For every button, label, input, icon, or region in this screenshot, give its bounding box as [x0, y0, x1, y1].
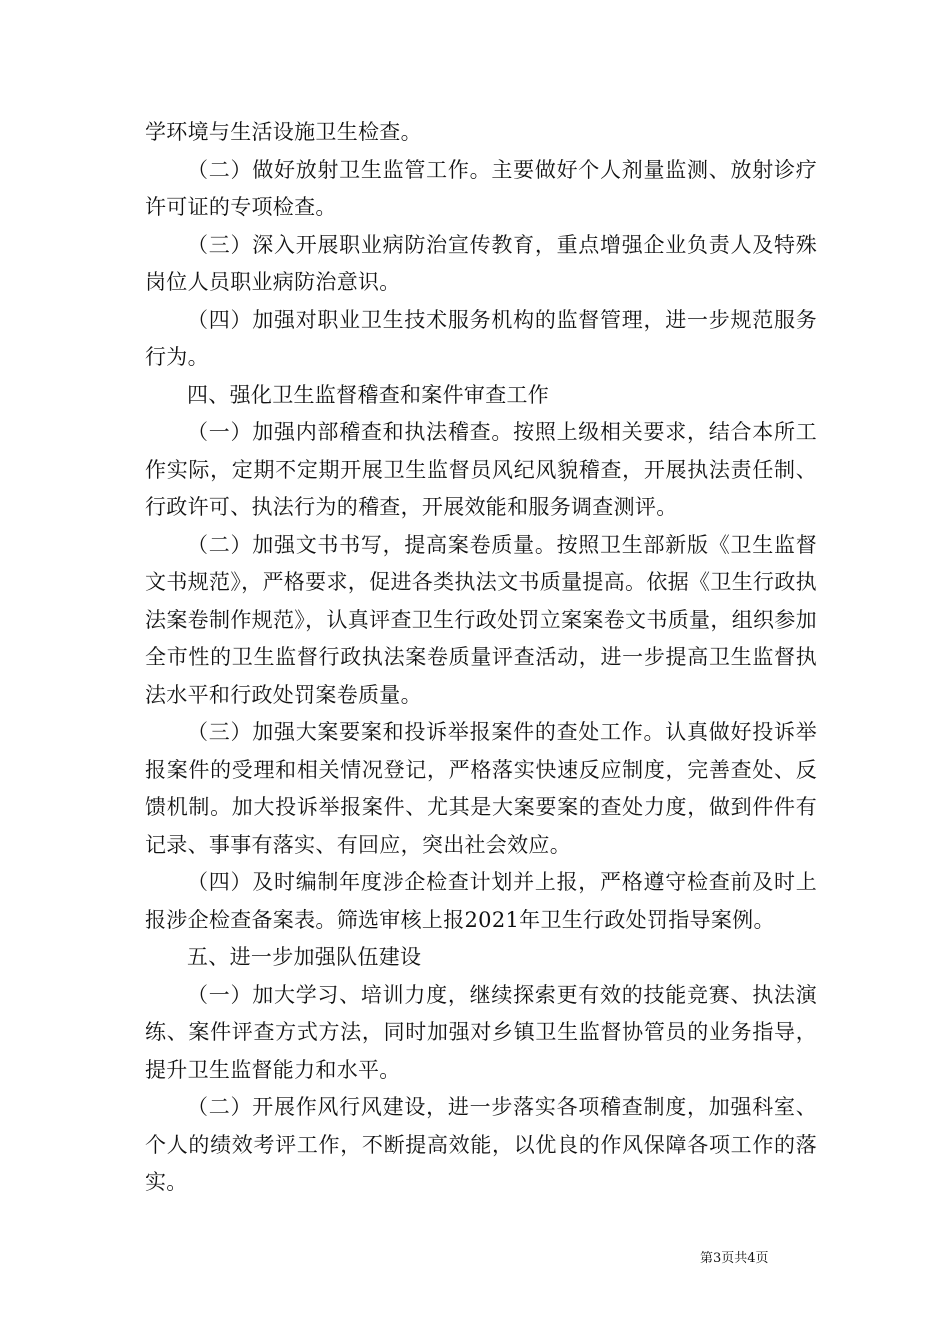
paragraph-major-cases: （三）加强大案要案和投诉举报案件的查处工作。认真做好投诉举报案件的受理和相关情况登记，严格落实快速反应制度，完善查处、反馈机制。加大投诉举报案件、尤其是大案要案的查处力度，做到件件有记录、事事有落实、有回应，突出社会效应。: [145, 720, 817, 857]
paragraph-inspection-plan: （四）及时编制年度涉企检查计划并上报，严格遵守检查前及时上报涉企检查备案表。筛选审核上报2021年卫生行政处罚指导案例。: [145, 870, 817, 932]
section-heading-five: 五、进一步加强队伍建设: [187, 945, 422, 969]
paragraph-training: （一）加大学习、培训力度，继续探索更有效的技能竞赛、执法演练、案件评查方式方法，同时加强对乡镇卫生监督协管员的业务指导，提升卫生监督能力和水平。: [145, 982, 817, 1082]
section-heading-four: 四、强化卫生监督稽查和案件审查工作: [187, 382, 550, 407]
document-body: [145, 114, 817, 1202]
paragraph-internal-inspection: （一）加强内部稽查和执法稽查。按照上级相关要求，结合本所工作实际，定期不定期开展卫生监督员风纪风貌稽查，开展执法责任制、行政许可、执法行为的稽查，开展效能和服务调查测评。: [145, 420, 817, 519]
paragraph-service-agency-supervision: （四）加强对职业卫生技术服务机构的监督管理，进一步规范服务行为。: [145, 307, 817, 369]
paragraph-continuation: 学环境与生活设施卫生检查。: [145, 120, 422, 144]
page-number-footer: 第3页共4页: [700, 1251, 769, 1266]
paragraph-radiation-supervision: （二）做好放射卫生监管工作。主要做好个人剂量监测、放射诊疗许可证的专项检查。: [145, 157, 817, 219]
paragraph-work-style: （二）开展作风行风建设，进一步落实各项稽查制度，加强科室、个人的绩效考评工作，不断提高效能，以优良的作风保障各项工作的落实。: [145, 1095, 817, 1194]
paragraph-document-writing: （二）加强文书书写，提高案卷质量。按照卫生部新版《卫生监督文书规范》，严格要求，促进各类执法文书质量提高。依据《卫生行政执法案卷制作规范》，认真评查卫生行政处罚立案案卷文书质量，组织参加全市性的卫生监督行政执法案卷质量评查活动，进一步提高卫生监督执法水平和行政处罚案卷质量。: [145, 532, 817, 707]
paragraph-occupational-education: （三）深入开展职业病防治宣传教育，重点增强企业负责人及特殊岗位人员职业病防治意识。: [145, 232, 817, 294]
